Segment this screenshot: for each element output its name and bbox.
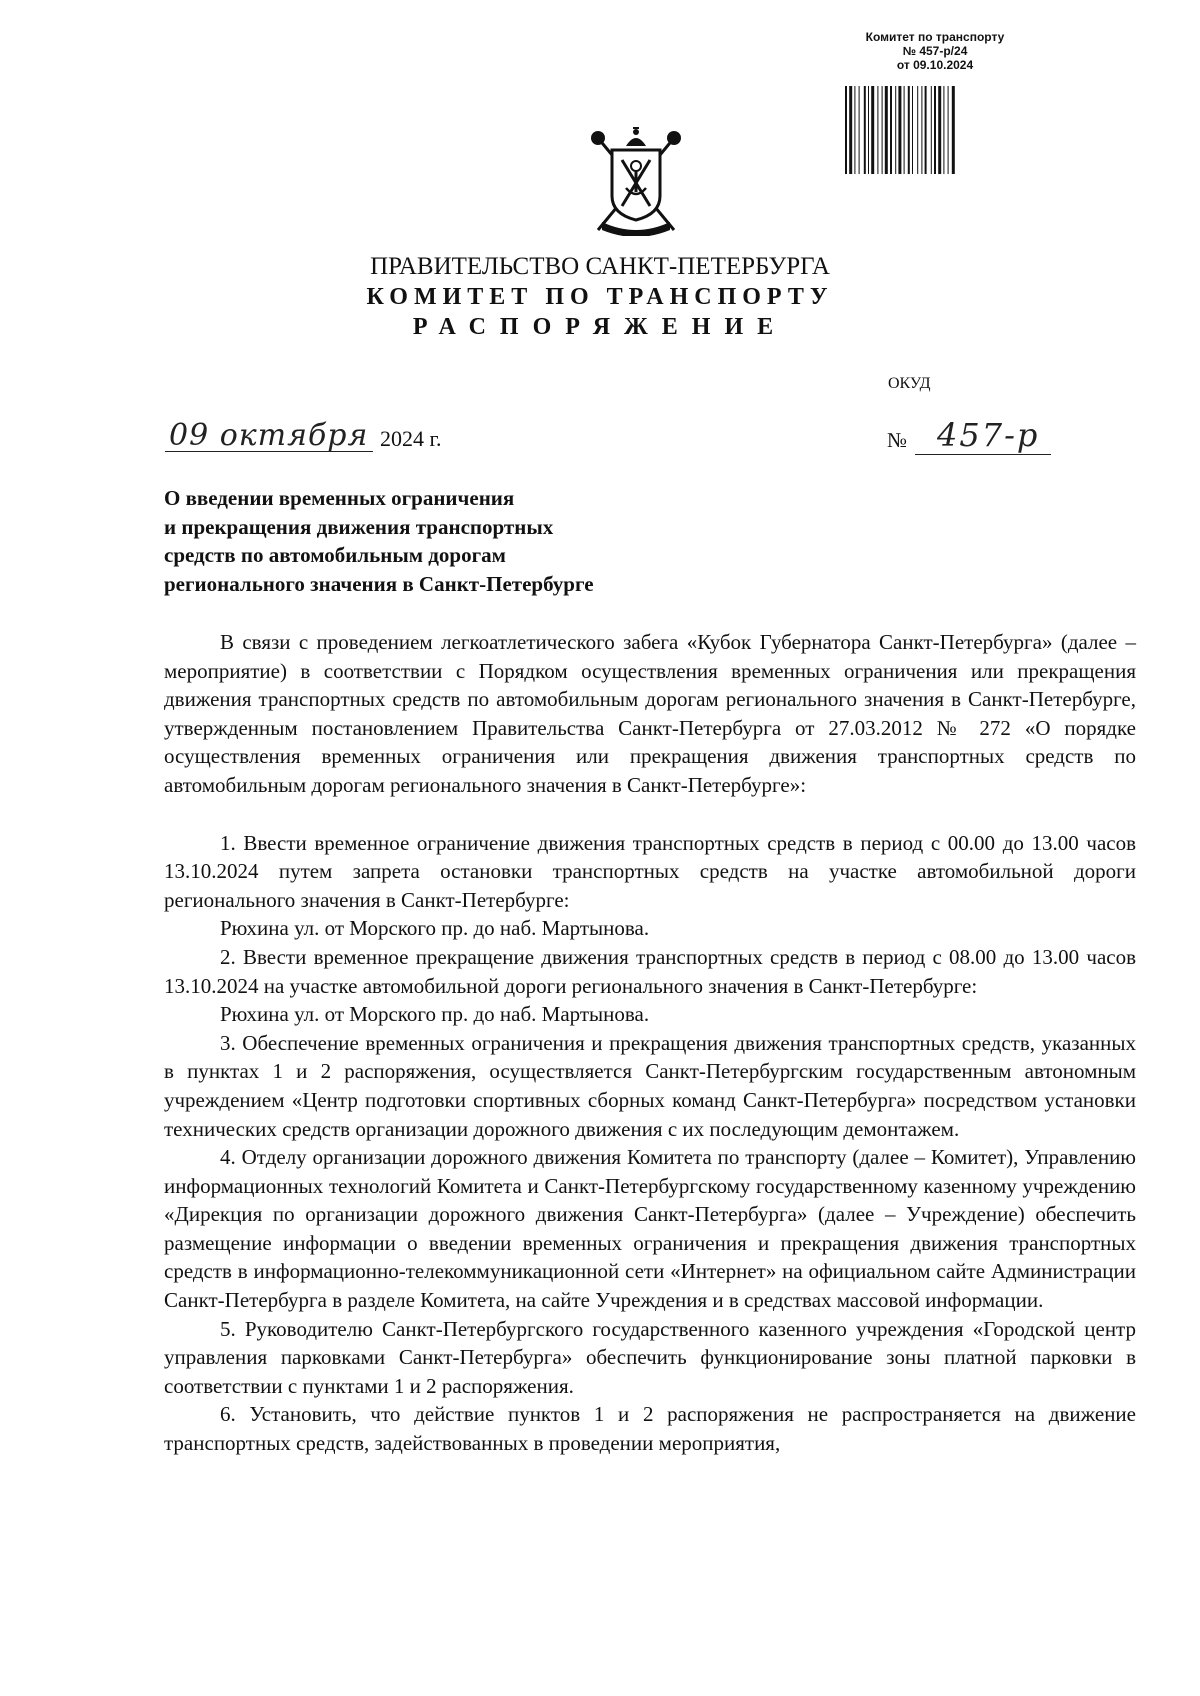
committee-name: КОМИТЕТ ПО ТРАНСПОРТУ bbox=[366, 284, 834, 310]
document-body bbox=[164, 628, 1136, 1458]
clause-5: 5. Руководителю Санкт-Петербургского государственного казенного учреждения «Городской центр управления парковками Санкт-Петербурга» обеспечить функционирование зоны платной парковки в соответствии с пунктами 1 и 2 распоряжения. bbox=[164, 1316, 1136, 1398]
clause-1: 1. Ввести временное ограничение движения транспортных средств в период с 00.00 до 13.00 часов 13.10.2024 путем запрета остановки транспортных средств на участке автомобильной дороги регионального значения в Санкт-Петербурге: bbox=[164, 830, 1136, 912]
document-type: РАСПОРЯЖЕНИЕ bbox=[412, 314, 788, 340]
clause-4: 4. Отделу организации дорожного движения Комитета по транспорту (далее – Комитет), Управлению информационных технологий Комитета и Санкт-Петербургскому государственному казенному учреждению «Дирекция по организации дорожного движения Санкт-Петербурга» (далее – Учреждение) обеспечить размещение информации о введении временных ограничения и прекращения движения транспортных средств в информационно-телекоммуникационной сети «Интернет» на официальном сайте Администрации Санкт-Петербурга в разделе Комитета, на сайте Учреждения и в средствах массовой информации. bbox=[164, 1145, 1136, 1313]
barcode-icon bbox=[845, 86, 1021, 174]
document-date bbox=[165, 418, 465, 454]
document-header bbox=[0, 252, 1200, 342]
title-line: О введении временных ограничения bbox=[164, 486, 515, 510]
clause-6: 6. Установить, что действие пунктов 1 и 2 распоряжения не распространяется на движение транспортных средств, задействованных в проведении мероприятия, bbox=[164, 1402, 1136, 1456]
okud-label: ОКУД bbox=[888, 375, 931, 392]
clause-1-street: Рюхина ул. от Морского пр. до наб. Мартынова. bbox=[220, 916, 650, 941]
title-line: и прекращения движения транспортных bbox=[164, 514, 554, 539]
clause-2: 2. Ввести временное прекращение движения транспортных средств в период с 08.00 до 13.00 часов 13.10.2024 на участке автомобильной дороги регионального значения в Санкт-Петербурге: bbox=[164, 944, 1136, 998]
date-underline bbox=[165, 451, 373, 452]
stamp-line-committee: Комитет по транспорту bbox=[865, 30, 1005, 44]
document-number bbox=[887, 418, 1057, 458]
title-line: регионального значения в Санкт-Петербурге bbox=[164, 571, 594, 596]
number-underline bbox=[915, 454, 1051, 455]
date-year: 2024 г. bbox=[380, 426, 442, 451]
government-name: ПРАВИТЕЛЬСТВО САНКТ-ПЕТЕРБУРГА bbox=[370, 253, 830, 280]
handwritten-number: 457-р bbox=[937, 416, 1040, 454]
saint-petersburg-coat-of-arms-icon bbox=[588, 126, 684, 236]
stamp-line-number: № 457-р/24 bbox=[902, 44, 968, 58]
registration-stamp bbox=[835, 30, 1035, 72]
number-sign: № bbox=[887, 428, 908, 452]
document-title bbox=[164, 484, 724, 598]
clause-3: 3. Обеспечение временных ограничения и прекращения движения транспортных средств, указанных в пунктах 1 и 2 распоряжения, осуществляется Санкт-Петербургским государственным автономным учреждением «Центр подготовки спортивных сборных команд Санкт-Петербурга» посредством установки технических средств организации дорожного движения с их последующим демонтажем. bbox=[164, 1030, 1136, 1141]
preamble-paragraph: В связи с проведением легкоатлетического забега «Кубок Губернатора Санкт-Петербурга» (далее – мероприятие) в соответствии с Порядком осуществления временных ограничения или прекращения движения транспортных средств по автомобильным дорогам регионального значения в Санкт-Петербурге, утвержденным постановлением Правительства Санкт-Петербурга от 27.03.2012 № 272 «О порядке осуществления временных ограничения или прекращения движения транспортных средств по автомобильным дорогам регионального значения в Санкт-Петербурге»: bbox=[164, 630, 1136, 797]
clause-2-street: Рюхина ул. от Морского пр. до наб. Мартынова. bbox=[220, 1002, 650, 1027]
title-line: средств по автомобильным дорогам bbox=[164, 543, 506, 567]
handwritten-date: 09 октября bbox=[169, 418, 369, 453]
stamp-line-date: от 09.10.2024 bbox=[896, 58, 974, 72]
